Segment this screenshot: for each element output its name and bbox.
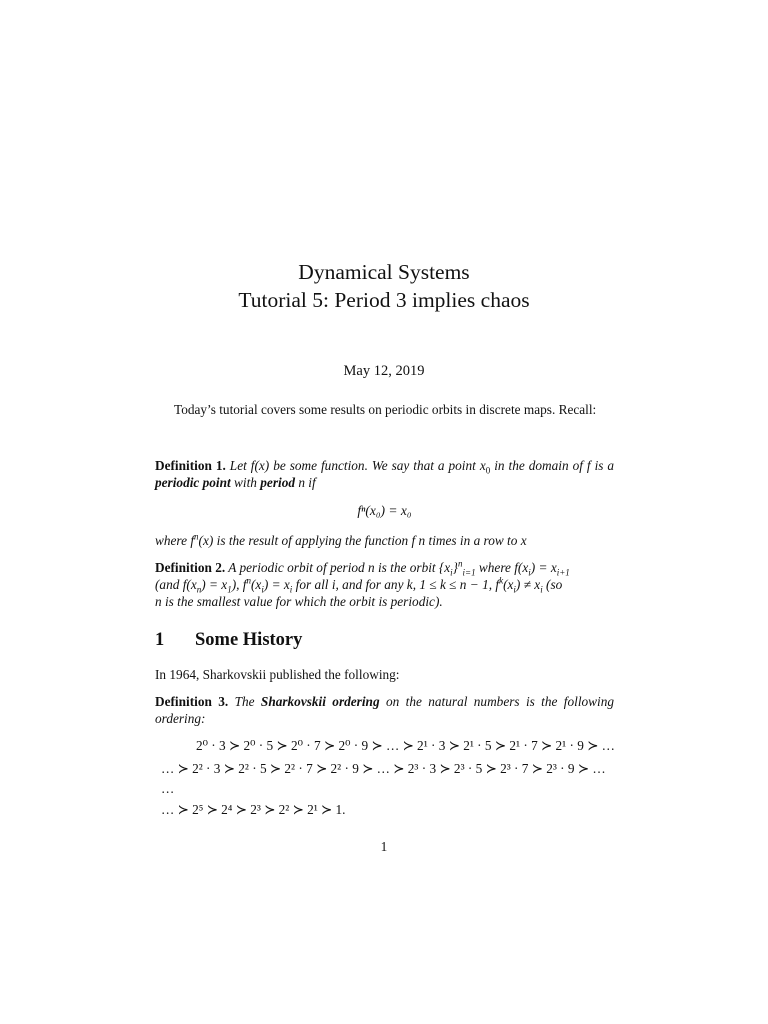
history-paragraph: In 1964, Sharkovskii published the following: [155,667,400,682]
term-period: period [260,475,295,490]
ordering-row-3: … [161,781,175,796]
definition-1: Definition 1. Let f(x) be some function. We say that a point $x_0$ in the domain of f is a periodic point with period n if [155,458,615,490]
intro-paragraph: Today’s tutorial covers some results on periodic orbits in discrete maps. Recall: [174,402,597,417]
definition-1-note: where $f^n(x)$ is the result of applying the function f n times in a row to x [155,531,527,548]
definition-3: Definition 3. The Sharkovskii ordering on the natural numbers is the following ordering: [155,694,615,726]
section-number: 1 [155,630,165,650]
document-title [0,258,768,314]
document-date: May 12, 2019 [343,363,425,379]
term-sharkovskii-ordering: Sharkovskii ordering [260,694,380,709]
ordering-row-2: … ≻ 2² · 3 ≻ 2² · 5 ≻ 2² · 7 ≻ 2² · 9 ≻ … ≻ 2³ · 3 ≻ 2³ · 5 ≻ 2³ · 7 ≻ 2³ · 9 ≻ … [161,761,606,776]
section-title: Some History [195,630,303,650]
section-heading-1 [155,630,302,651]
equation-periodic-point: fⁿ(x₀) = x₀ [357,503,412,518]
definition-2-label: Definition 2. [155,560,226,575]
page-number: 1 [380,839,388,854]
definition-3-label: Definition 3. [155,694,229,709]
ordering-row-1: 2⁰ · 3 ≻ 2⁰ · 5 ≻ 2⁰ · 7 ≻ 2⁰ · 9 ≻ … ≻ 2¹ · 3 ≻ 2¹ · 5 ≻ 2¹ · 7 ≻ 2¹ · 9 ≻ … [196,738,615,753]
definition-1-fx: f(x) [250,458,270,473]
term-periodic-point: periodic point [155,475,231,490]
title-line-1: Dynamical Systems [298,260,470,284]
definition-1-label: Definition 1. [155,458,226,473]
title-line-2: Tutorial 5: Period 3 implies chaos [238,288,530,312]
ordering-row-4: … ≻ 2⁵ ≻ 2⁴ ≻ 2³ ≻ 2² ≻ 2¹ ≻ 1. [161,802,346,817]
definition-2: Definition 2. A periodic orbit of period n is the orbit $\{x_i\}^n_{i=1}$ where $f(x_i) = x_{i+1}$ (and $f(x_n) = x_1$), $f^n(x_i) = x_i$ for all i, and for any k, 1 ≤ k ≤ n − 1, $f^k(x_i) \ne x_i$ (so n is the smallest value for which the orbit is periodic). [155,558,570,609]
